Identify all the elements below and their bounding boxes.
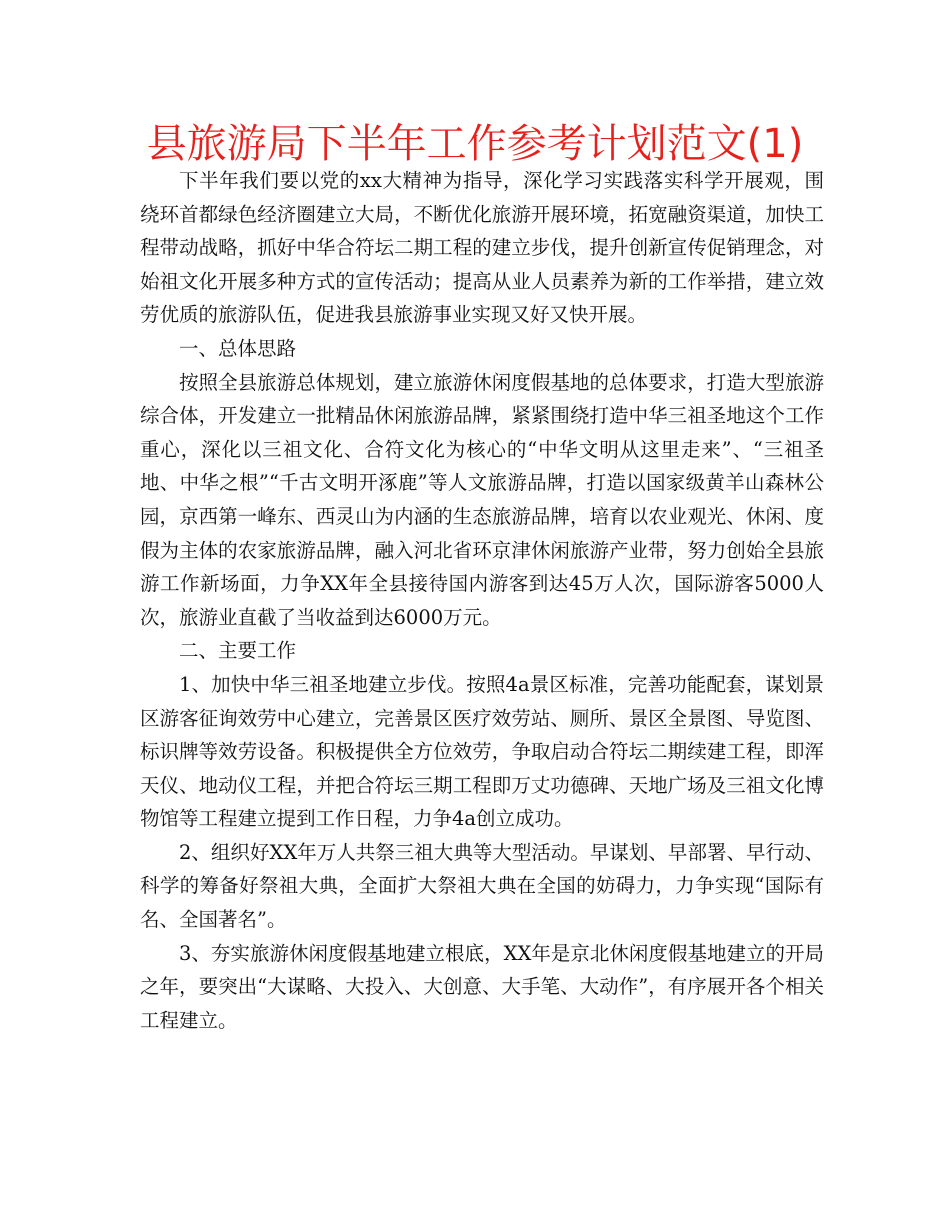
work-item-1: 1、加快中华三祖圣地建立步伐。按照4a景区标准，完善功能配套，谋划景区游客征询效劳中心建立，完善景区医疗效劳站、厕所、景区全景图、导览图、标识牌等效劳设备。积极提供全方位效劳，争取启动合符坛二期续建工程，即浑天仪、地动仪工程，并把合符坛三期工程即万丈功德碑、天地广场及三祖文化博物馆等工程建立提到工作日程，力争4a创立成功。: [140, 672, 824, 831]
document-title: 县旅游局下半年工作参考计划范文(1): [146, 121, 804, 167]
work-item-2: 2、组织好XX年万人共祭三祖大典等大型活动。早谋划、早部署、早行动、科学的筹备好祭祖大典，全面扩大祭祖大典在全国的妨碍力，力争实现“国际有名、全国著名”。: [140, 840, 824, 932]
intro-paragraph: 下半年我们要以党的xx大精神为指导，深化学习实践落实科学开展观，围绕环首都绿色经济圈建立大局，不断优化旅游开展环境，拓宽融资渠道，加快工程带动战略，抓好中华合符坛二期工程的建立步伐，提升创新宣传促销理念，对始祖文化开展多种方式的宣传活动；提高从业人员素养为新的工作举措，建立效劳优质的旅游队伍，促进我县旅游事业实现又好又快开展。: [140, 169, 824, 327]
section-heading-main-work: 二、主要工作: [179, 639, 297, 663]
document-body: [140, 164, 824, 1037]
overall-paragraph: 按照全县旅游总体规划，建立旅游休闲度假基地的总体要求，打造大型旅游综合体，开发建立一批精品休闲旅游品牌，紧紧围绕打造中华三祖圣地这个工作重心，深化以三祖文化、合符文化为核心的“中华文明从这里走来”、“三祖圣地、中华之根”“千古文明开涿鹿”等人文旅游品牌，打造以国家级黄羊山森林公园，京西第一峰东、西灵山为内涵的生态旅游品牌，培育以农业观光、休闲、度假为主体的农家旅游品牌，融入河北省环京津休闲旅游产业带，努力创始全县旅游工作新场面，力争XX年全县接待国内游客到达45万人次，国际游客5000人次，旅游业直截了当收益到达6000万元。: [140, 370, 824, 629]
section-heading-overall: 一、总体思路: [179, 336, 297, 360]
work-item-3: 3、夯实旅游休闲度假基地建立根底，XX年是京北休闲度假基地建立的开局之年，要突出“大谋略、大投入、大创意、大手笔、大动作”，有序展开各个相关工程建立。: [140, 941, 824, 1032]
